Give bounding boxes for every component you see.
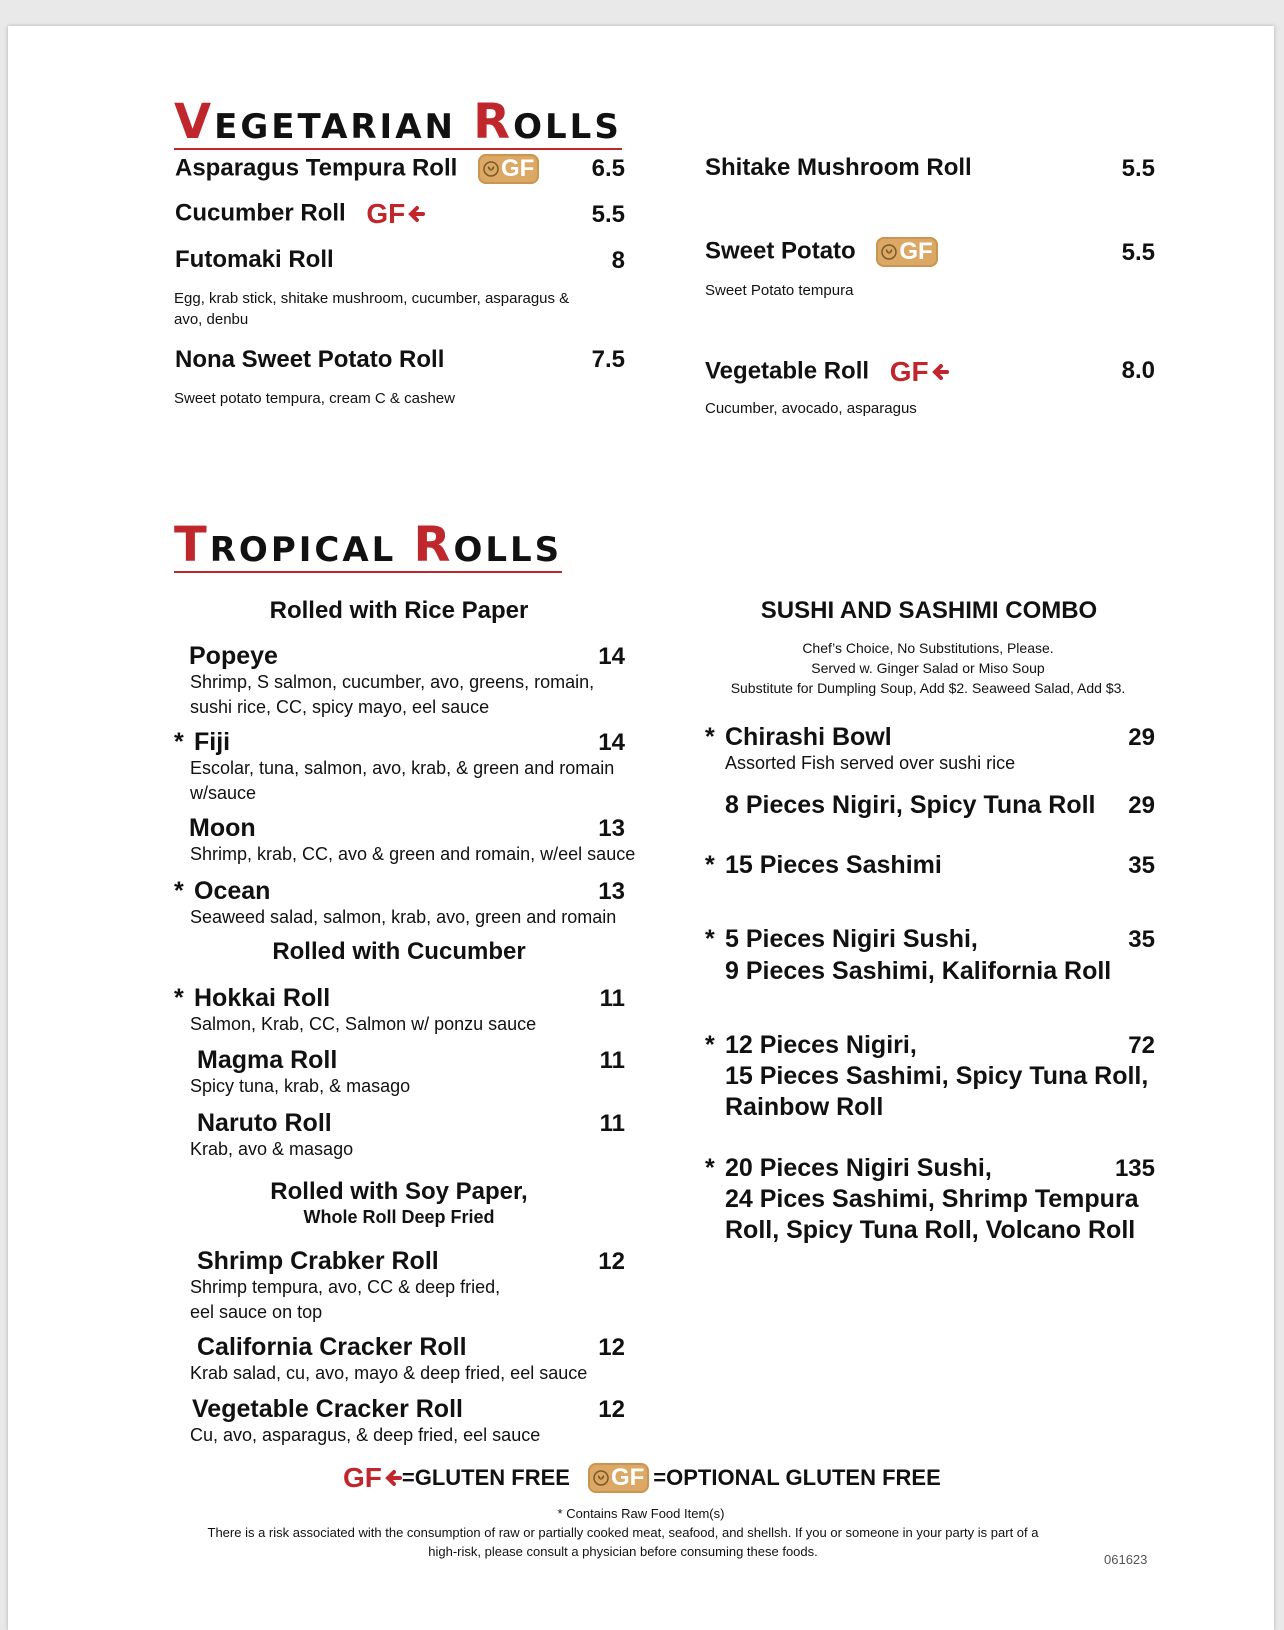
optional-gluten-free-badge: GF	[478, 154, 539, 184]
menu-item-price: 135	[1114, 1155, 1155, 1182]
menu-item-name: Sweet Potato GF	[705, 237, 938, 267]
raw-item-star: *	[705, 1031, 715, 1059]
menu-item-name: Vegetable Cracker Roll	[192, 1395, 463, 1423]
menu-item-desc: Sweet Potato tempura	[705, 282, 854, 299]
menu-item-name: Nona Sweet Potato Roll	[175, 346, 445, 373]
gluten-free-legend	[343, 1462, 941, 1494]
menu-item-price: 6.5	[591, 155, 625, 182]
menu-item-name: Naruto Roll	[197, 1109, 332, 1137]
menu-item-name-line: 9 Pieces Sashimi, Kalifornia Roll	[725, 957, 1112, 985]
menu-item-desc: Seaweed salad, salmon, krab, avo, green and romain	[190, 907, 617, 927]
raw-item-star: *	[174, 728, 184, 756]
menu-item-name-line: Rainbow Roll	[725, 1093, 884, 1121]
combo-note: Substitute for Dumpling Soup, Add $2. Seaweed Salad, Add $3.	[730, 680, 1126, 696]
menu-item-name: Moon	[189, 814, 256, 842]
menu-item-price: 8.0	[1121, 357, 1155, 384]
optional-gluten-free-badge: GF	[876, 237, 937, 267]
menu-item-name: Fiji	[194, 728, 231, 756]
raw-item-star: *	[705, 723, 715, 751]
menu-item-desc: Sweet potato tempura, cream C & cashew	[174, 390, 455, 407]
leaf-icon	[881, 244, 897, 260]
menu-item-name: Chirashi Bowl	[725, 723, 892, 751]
menu-item-name: Popeye	[189, 642, 278, 670]
menu-item-desc: Cucumber, avocado, asparagus	[705, 400, 917, 417]
menu-item-price: 14	[598, 729, 625, 756]
menu-item-price: 35	[1128, 852, 1155, 879]
menu-item-desc: Shrimp, S salmon, cucumber, avo, greens, romain, sushi rice, CC, spicy mayo, eel sauce	[190, 672, 595, 717]
raw-item-star: *	[705, 925, 715, 953]
gluten-free-badge: GF	[366, 198, 425, 230]
menu-item-name: Cucumber Roll GF	[175, 198, 425, 230]
menu-code: 061623	[1104, 1552, 1148, 1567]
menu-item-name: California Cracker Roll	[197, 1333, 467, 1361]
health-warning: high-risk, please consult a physician before consuming these foods.	[428, 1544, 818, 1559]
menu-item-desc: Krab, avo & masago	[190, 1139, 354, 1159]
raw-food-note: * Contains Raw Food Item(s)	[557, 1506, 725, 1521]
menu-item-price: 5.5	[1121, 239, 1155, 266]
menu-item-desc: Salmon, Krab, CC, Salmon w/ ponzu sauce	[190, 1014, 537, 1034]
menu-item-price: 12	[598, 1334, 625, 1361]
subsection-soy-paper-note: Whole Roll Deep Fried	[303, 1207, 495, 1227]
menu-item-desc: Escolar, tuna, salmon, avo, krab, & green and romain w/sauce	[190, 758, 615, 803]
menu-item-desc: Shrimp tempura, avo, CC & deep fried, eel sauce on top	[190, 1277, 501, 1322]
menu-item-price: 13	[598, 878, 625, 905]
menu-item-name: 20 Pieces Nigiri Sushi,	[725, 1154, 992, 1182]
optional-gluten-free-badge: GF	[588, 1463, 649, 1493]
combo-note: Chef’s Choice, No Substitutions, Please.	[802, 640, 1054, 656]
menu-item-price: 12	[598, 1248, 625, 1275]
menu-item-desc: Krab salad, cu, avo, mayo & deep fried, eel sauce	[190, 1363, 588, 1383]
raw-item-star: *	[174, 877, 184, 905]
raw-item-star: *	[705, 1154, 715, 1182]
menu-item-name: 15 Pieces Sashimi	[725, 851, 942, 879]
menu-item-price: 14	[598, 643, 625, 670]
menu-item-name-line: Roll, Spicy Tuna Roll, Volcano Roll	[725, 1216, 1136, 1244]
menu-item-name: Futomaki Roll	[175, 246, 334, 273]
menu-item-price: 29	[1128, 792, 1155, 819]
menu-item-name: 8 Pieces Nigiri, Spicy Tuna Roll	[725, 791, 1096, 819]
subsection-soy-paper: Rolled with Soy Paper,	[270, 1178, 528, 1205]
optional-gluten-free-label: =OPTIONAL GLUTEN FREE	[653, 1465, 941, 1490]
menu-item-price: 7.5	[591, 346, 625, 373]
gluten-free-badge: GF	[343, 1462, 402, 1494]
raw-item-star: *	[174, 984, 184, 1012]
tropical-rolls-title: TROPICAL ROLLS	[174, 517, 563, 573]
subsection-cucumber: Rolled with Cucumber	[272, 938, 526, 965]
menu-item-desc: Spicy tuna, krab, & masago	[190, 1076, 411, 1096]
gluten-free-label: =GLUTEN FREE	[401, 1465, 570, 1490]
menu-item-name: Magma Roll	[197, 1046, 338, 1074]
menu-item-price: 12	[598, 1396, 625, 1423]
gluten-free-badge: GF	[890, 356, 949, 388]
menu-item-name: Asparagus Tempura Roll GF	[175, 154, 539, 184]
menu-item-price: 8	[611, 247, 625, 274]
menu-item-price: 35	[1128, 926, 1155, 953]
menu-item-price: 72	[1128, 1032, 1155, 1059]
combo-note: Served w. Ginger Salad or Miso Soup	[811, 660, 1045, 676]
menu-page	[8, 26, 1274, 1630]
menu-item-name: Shrimp Crabker Roll	[197, 1247, 439, 1275]
menu-item-price: 13	[598, 815, 625, 842]
menu-item-name-line: 24 Pices Sashimi, Shrimp Tempura	[725, 1185, 1139, 1213]
menu-item-desc: Assorted Fish served over sushi rice	[725, 753, 1016, 773]
menu-item-desc: Cu, avo, asparagus, & deep fried, eel sauce	[190, 1425, 541, 1445]
leaf-icon	[593, 1470, 609, 1486]
menu-item-price: 29	[1128, 724, 1155, 751]
menu-item-price: 5.5	[591, 201, 625, 228]
subsection-rice-paper: Rolled with Rice Paper	[269, 597, 529, 624]
menu-item-name: Hokkai Roll	[194, 984, 331, 1012]
arrow-left-icon	[407, 205, 425, 223]
menu-item-desc: Egg, krab stick, shitake mushroom, cucumber, asparagus & avo, denbu	[174, 290, 570, 328]
raw-item-star: *	[705, 851, 715, 879]
vegetarian-rolls-title: VEGETARIAN ROLLS	[174, 94, 622, 150]
health-warning: There is a risk associated with the consumption of raw or partially cooked meat, seafood, and shellsh. If you or someone in your party is part of a	[207, 1525, 1039, 1540]
menu-item-name: 12 Pieces Nigiri,	[725, 1031, 917, 1059]
menu-item-price: 11	[599, 1110, 625, 1137]
combo-title: SUSHI AND SASHIMI COMBO	[760, 597, 1098, 624]
menu-item-name: 5 Pieces Nigiri Sushi,	[725, 925, 978, 953]
menu-item-price: 5.5	[1121, 155, 1155, 182]
menu-item-name: Vegetable Roll GF	[705, 356, 949, 388]
leaf-icon	[483, 161, 499, 177]
menu-item-name: Shitake Mushroom Roll	[705, 154, 972, 181]
arrow-left-icon	[931, 363, 949, 381]
menu-item-price: 11	[599, 1047, 625, 1074]
arrow-left-icon	[384, 1469, 402, 1487]
menu-item-name: Ocean	[194, 877, 271, 905]
menu-item-name-line: 15 Pieces Sashimi, Spicy Tuna Roll,	[725, 1062, 1149, 1090]
menu-item-desc: Shrimp, krab, CC, avo & green and romain, w/eel sauce	[190, 844, 636, 864]
menu-item-price: 11	[599, 985, 625, 1012]
